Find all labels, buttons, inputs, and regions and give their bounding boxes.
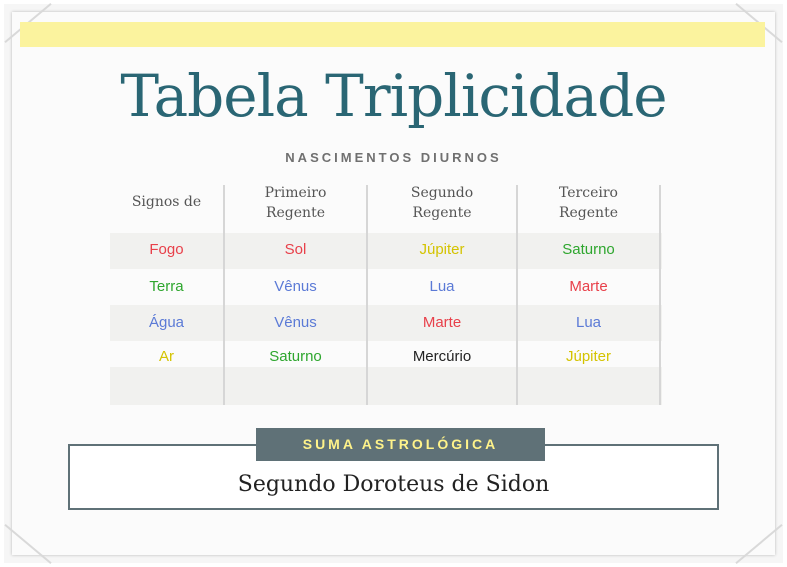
cell-primeiro: Vênus [274, 278, 317, 295]
cell-primeiro: Vênus [274, 314, 317, 331]
table-header-signos [110, 192, 223, 212]
page-title: Tabela Triplicidade [120, 62, 667, 130]
header-line: Primeiro [264, 185, 327, 201]
triplicity-table [110, 183, 662, 405]
header-line: Terceiro [559, 185, 618, 201]
header-band [20, 22, 765, 47]
table-header-segundo [368, 183, 516, 223]
cell-signo: Ar [159, 348, 174, 365]
cell-terceiro: Júpiter [565, 348, 612, 365]
table-row-band [110, 367, 662, 405]
cell-segundo: Lua [429, 278, 455, 295]
cell-primeiro: Saturno [269, 348, 322, 365]
page-subtitle: NASCIMENTOS DIURNOS [285, 150, 502, 165]
cell-segundo: Marte [422, 314, 462, 331]
cell-primeiro: Sol [284, 241, 307, 258]
header-line: Segundo [410, 185, 474, 201]
column-divider [659, 185, 661, 405]
cell-signo: Fogo [149, 241, 184, 258]
footer-tag: SUMA ASTROLÓGICA [256, 428, 545, 461]
cell-terceiro: Lua [575, 314, 602, 331]
header-line: Regente [558, 205, 618, 221]
table-header-primeiro [225, 183, 366, 223]
header-line: Regente [265, 205, 325, 221]
cell-terceiro: Saturno [562, 241, 615, 258]
cell-segundo: Júpiter [419, 241, 465, 258]
cell-terceiro: Marte [569, 278, 608, 295]
cell-signo: Terra [149, 278, 184, 295]
table-header-terceiro [518, 183, 659, 223]
footer-text: Segundo Doroteus de Sidon [237, 472, 550, 497]
header-line: Signos de [131, 194, 202, 210]
cell-segundo: Mercúrio [412, 348, 472, 365]
header-line: Regente [412, 205, 472, 221]
cell-signo: Água [148, 314, 185, 331]
